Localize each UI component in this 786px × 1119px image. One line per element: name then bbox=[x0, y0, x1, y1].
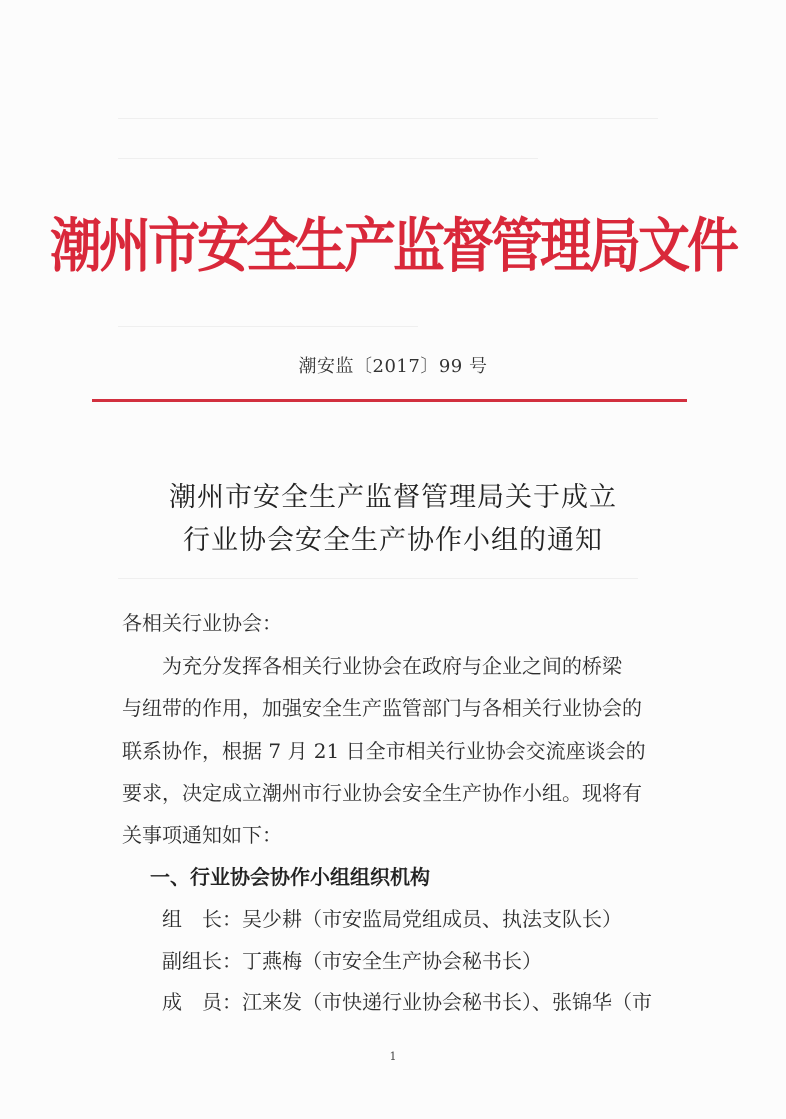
scan-texture bbox=[118, 578, 638, 579]
document-number: 潮安监〔2017〕99 号 bbox=[298, 356, 488, 377]
member-line-members: 成 员：江来发（市快递行业协会秘书长）、张锦华（市 bbox=[162, 990, 652, 1014]
issuer-header: 潮州市安全生产监督管理局文件 bbox=[49, 212, 736, 281]
body-text-line: 关事项通知如下： bbox=[122, 823, 282, 847]
red-separator-line bbox=[92, 399, 687, 402]
body-text-line: 与纽带的作用，加强安全生产监管部门与各相关行业协会的 bbox=[122, 696, 642, 720]
scan-texture bbox=[118, 158, 538, 159]
member-line-leader: 组 长：吴少耕（市安监局党组成员、执法支队长） bbox=[162, 907, 622, 931]
scan-texture bbox=[118, 118, 658, 119]
body-text-line: 要求，决定成立潮州市行业协会安全生产协作小组。现将有 bbox=[122, 781, 642, 805]
page-number: 1 bbox=[389, 1050, 397, 1063]
salutation: 各相关行业协会： bbox=[122, 611, 282, 635]
section-heading: 一、行业协会协作小组组织机构 bbox=[150, 865, 430, 889]
member-line-deputy: 副组长：丁燕梅（市安全生产协会秘书长） bbox=[162, 949, 542, 973]
notice-title-line-1: 潮州市安全生产监督管理局关于成立 bbox=[169, 482, 617, 513]
body-text-line: 联系协作，根据 7 月 21 日全市相关行业协会交流座谈会的 bbox=[122, 739, 646, 763]
body-text-line: 为充分发挥各相关行业协会在政府与企业之间的桥梁 bbox=[162, 654, 622, 678]
notice-title-line-2: 行业协会安全生产协作小组的通知 bbox=[183, 525, 603, 556]
scan-texture bbox=[118, 326, 418, 327]
